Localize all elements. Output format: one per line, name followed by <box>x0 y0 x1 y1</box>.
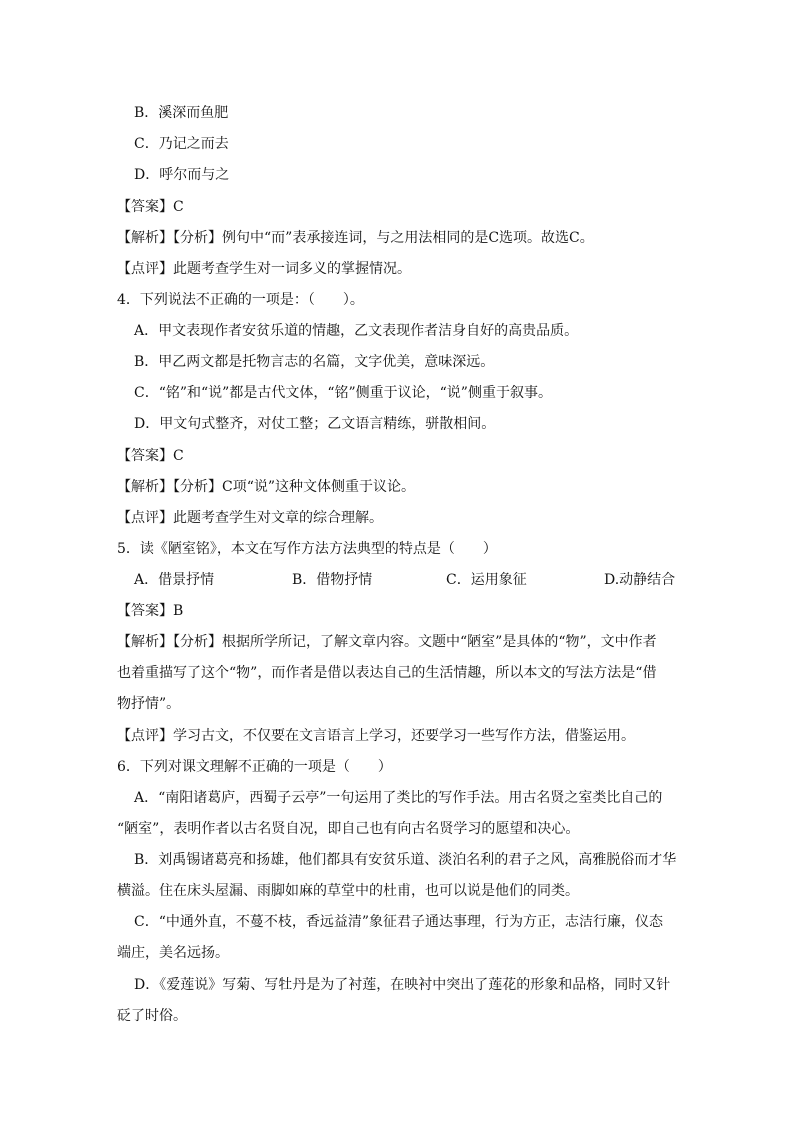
q4-comment: 【点评】此题考查学生对文章的综合理解。 <box>117 510 383 526</box>
q3-analysis: 【解析】【分析】例句中“而”表承接连词，与之用法相同的是C选项。故选C。 <box>117 230 594 246</box>
q3-comment: 【点评】此题考查学生对一词多义的掌握情况。 <box>117 261 411 277</box>
q5-comment: 【点评】学习古文，不仅要在文言语言上学习，还要学习一些写作方法，借鉴运用。 <box>117 728 635 744</box>
q4-option-a: A．甲文表现作者安贫乐道的情趣，乙文表现作者洁身自好的高贵品质。 <box>134 323 579 339</box>
q4-analysis: 【解析】【分析】C项“说”这种文体侧重于议论。 <box>117 479 416 495</box>
q5-answer: 【答案】B <box>117 603 184 619</box>
q5-analysis-line2: 也着重描写了这个“物”，而作者是借以表达自己的生活情趣，所以本文的写法方法是“借 <box>117 665 657 681</box>
q5-stem: 5．读《陋室铭》，本文在写作方法方法典型的特点是（ ） <box>117 541 497 557</box>
q4-option-d: D．甲文句式整齐，对仗工整；乙文语言精练，骈散相间。 <box>134 416 496 432</box>
q4-option-b: B．甲乙两文都是托物言志的名篇，文字优美，意味深远。 <box>134 354 495 370</box>
q6-option-b-line1: B．刘禹锡诸葛亮和扬雄，他们都具有安贫乐道、淡泊名利的君子之风，高雅脱俗而才华 <box>134 852 677 868</box>
q6-option-c-line1: C．“中通外直，不蔓不枝，香远益清”象征君子通达事理，行为方正，志洁行廉，仪态 <box>134 914 664 930</box>
q4-option-c: C．“铭”和“说”都是古代文体，“铭”侧重于议论，“说”侧重于叙事。 <box>134 385 552 401</box>
q5-option-c: C．运用象征 <box>446 572 527 588</box>
q3-option-c: C．乃记之而去 <box>134 136 229 152</box>
q6-option-a-line1: A．“南阳诸葛庐，西蜀子云亭”一句运用了类比的写作手法。用古名贤之室类比自己的 <box>134 790 663 806</box>
q3-option-b: B．溪深而鱼肥 <box>134 105 229 121</box>
q5-analysis-line3: 物抒情”。 <box>117 696 181 712</box>
q5-option-b: B．借物抒情 <box>292 572 373 588</box>
q5-option-d: D.动静结合 <box>604 572 676 588</box>
q4-answer: 【答案】C <box>117 448 184 464</box>
q6-option-d-line1: D．《爱莲说》写菊、写牡丹是为了衬莲，在映衬中突出了莲花的形象和品格，同时又针 <box>134 977 671 993</box>
q5-option-a: A．借景抒情 <box>134 572 215 588</box>
q6-option-c-line2: 端庄，美名远扬。 <box>117 945 229 961</box>
q6-option-d-line2: 砭了时俗。 <box>117 1008 187 1024</box>
q4-stem: 4．下列说法不正确的一项是：（ ）。 <box>117 292 364 308</box>
q3-option-d: D．呼尔而与之 <box>134 167 230 183</box>
q5-analysis-line1: 【解析】【分析】根据所学所记，了解文章内容。文题中“陋室”是具体的“物”，文中作者 <box>117 634 657 650</box>
q6-option-a-line2: “陋室”，表明作者以古名贤自况，即自己也有向古名贤学习的愿望和决心。 <box>117 821 580 837</box>
q3-answer: 【答案】C <box>117 199 184 215</box>
q6-stem: 6．下列对课文理解不正确的一项是（ ） <box>117 759 392 775</box>
q6-option-b-line2: 横溢。住在床头屋漏、雨脚如麻的草堂中的杜甫，也可以说是他们的同类。 <box>117 883 579 899</box>
